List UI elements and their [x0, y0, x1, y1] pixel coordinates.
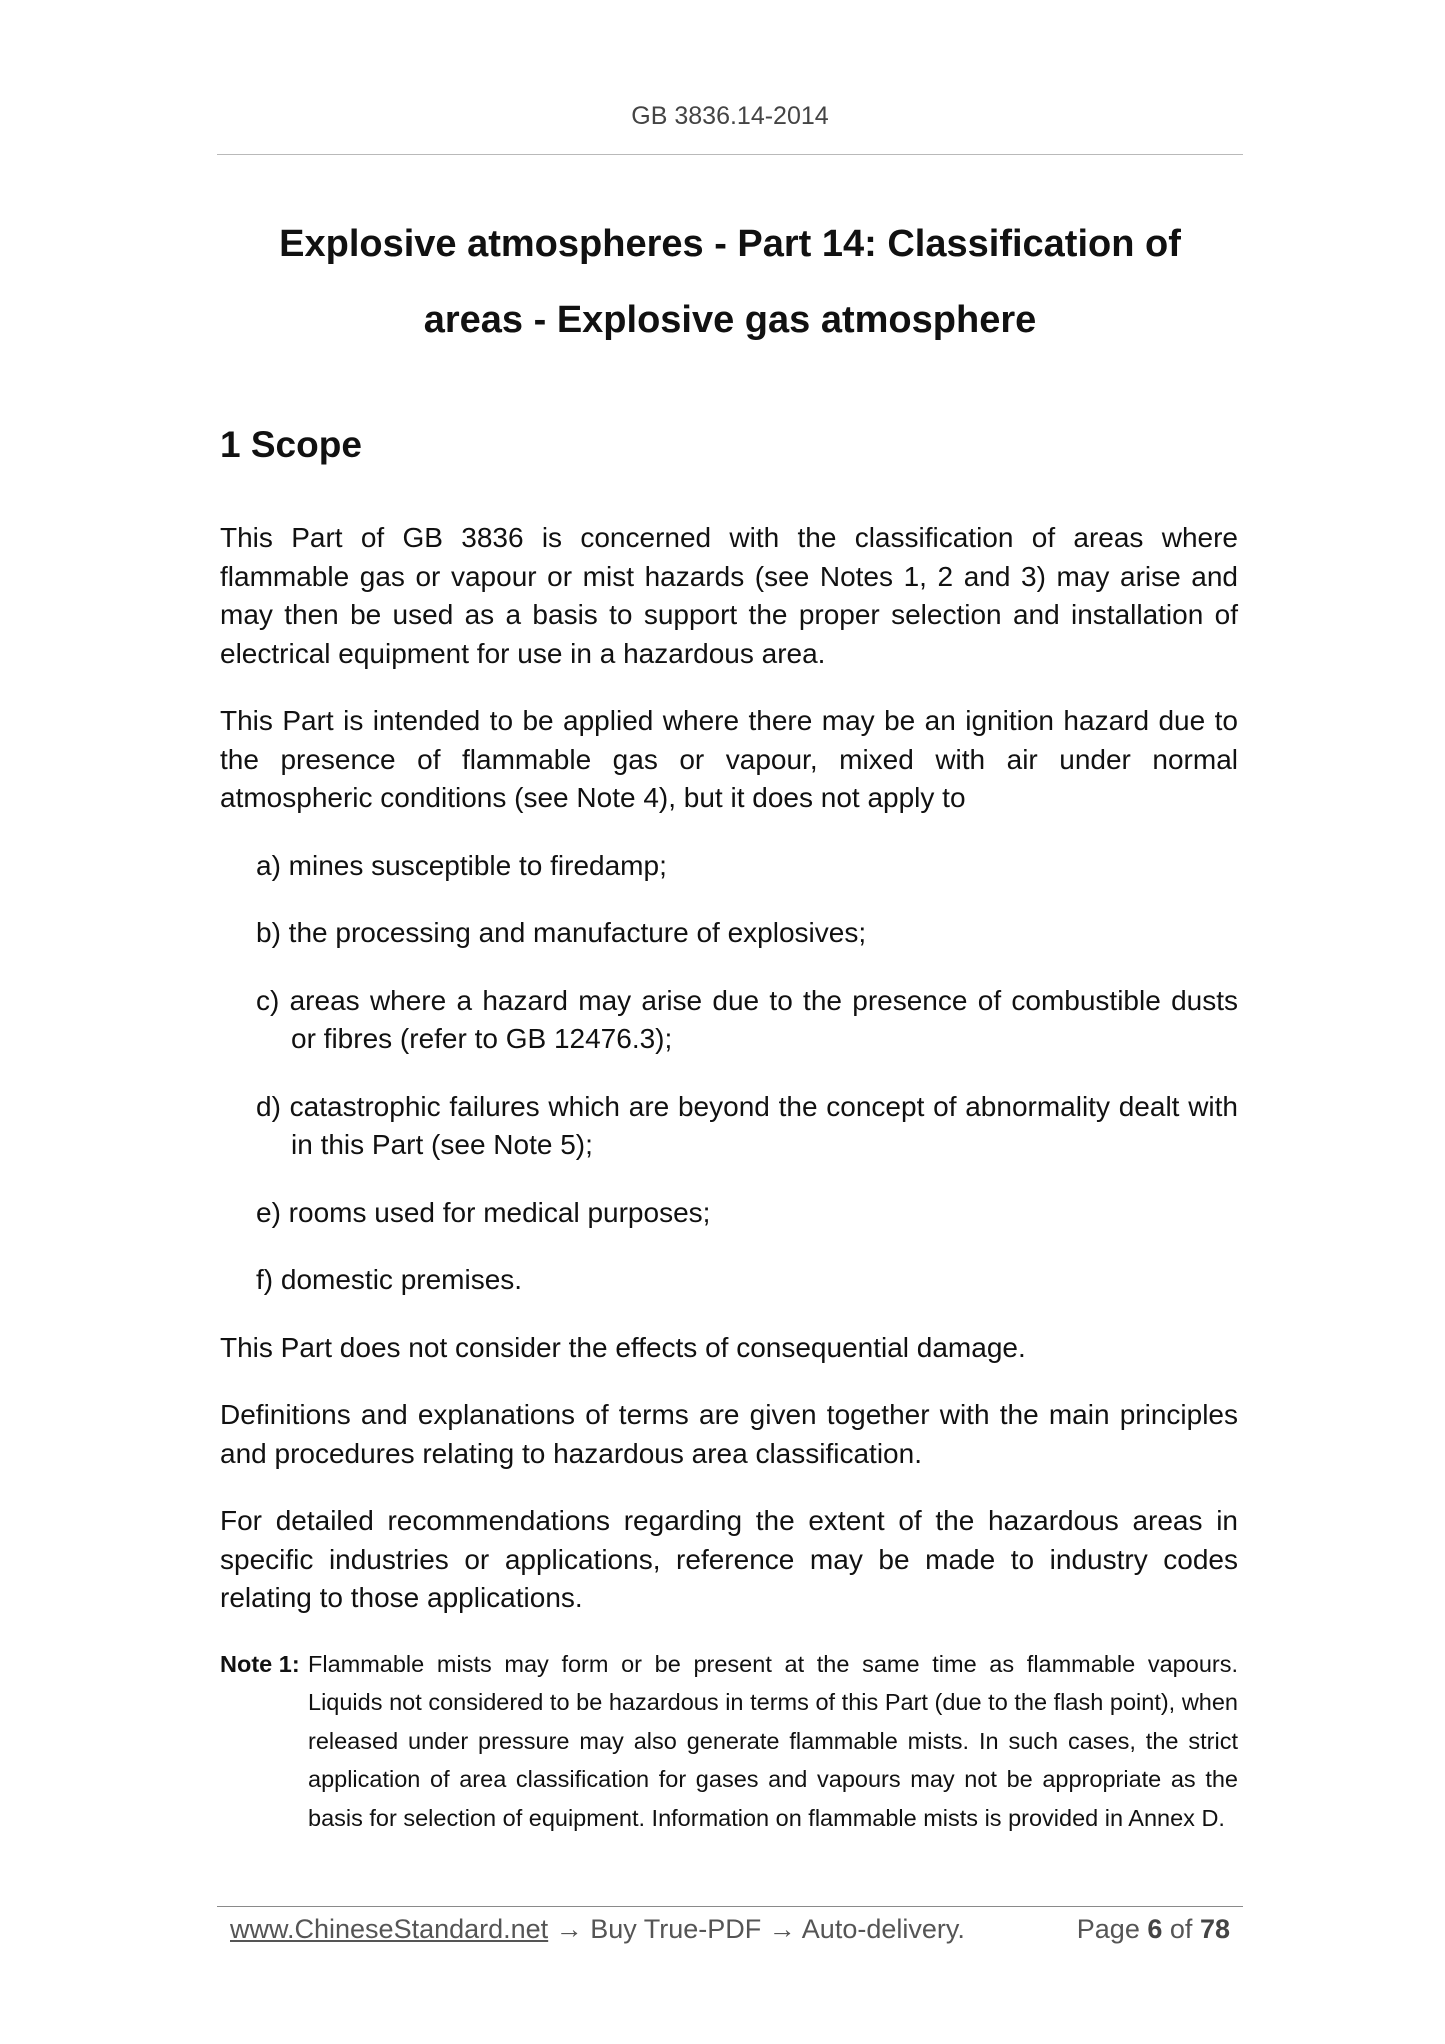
total-page-count: 78 — [1199, 1914, 1230, 1944]
exclusion-list-item-a: a) mines susceptible to firedamp; — [256, 849, 667, 881]
auto-delivery-text: Auto-delivery. — [801, 1914, 965, 1944]
scope-paragraph-1: This Part of GB 3836 is concerned with the classification of areas where flammable gas or vapour or mist hazards (see Notes 1, 2 and 3) may arise and may then be used as a basis to support the proper selection and installation of electrical equipment for use in a hazardous area. — [220, 522, 1238, 669]
arrow-right-icon: → — [768, 1914, 796, 1944]
section-heading-scope: 1 Scope — [220, 424, 362, 465]
chinese-standard-link[interactable]: www.ChineseStandard.net — [230, 1914, 549, 1944]
scope-paragraph-2: This Part is intended to be applied where there may be an ignition hazard due to the presence of flammable gas or vapour, mixed with air under normal atmospheric conditions (see Note 4), but it does not apply to — [220, 705, 1238, 813]
scope-paragraph-3: This Part does not consider the effects of consequential damage. — [220, 1331, 1026, 1363]
page-footer — [230, 1914, 1230, 1945]
page-counter — [1077, 1914, 1230, 1945]
title-line-2: areas - Explosive gas atmosphere — [423, 299, 1037, 341]
arrow-right-icon: → — [555, 1914, 583, 1944]
scope-paragraph-4: Definitions and explanations of terms are given together with the main principles and procedures relating to hazardous area classification. — [220, 1399, 1238, 1469]
scope-body — [220, 519, 1238, 1837]
document-title — [217, 206, 1243, 358]
header-divider — [217, 154, 1243, 155]
exclusion-list-item-c: c) areas where a hazard may arise due to the presence of combustible dusts or fibres (refer to GB 12476.3); — [256, 984, 1238, 1054]
footer-promo — [230, 1914, 965, 1945]
running-header: GB 3836.14-2014 — [631, 102, 829, 130]
exclusion-list-item-e: e) rooms used for medical purposes; — [256, 1196, 711, 1228]
exclusion-list-item-d: d) catastrophic failures which are beyond the concept of abnormality dealt with in this Part (see Note 5); — [256, 1090, 1238, 1160]
note-1-text: Flammable mists may form or be present at the same time as flammable vapours. Liquids not considered to be hazardous in terms of this Part (due to the flash point), when released under pressure may also generate flammable mists. In such cases, the strict application of area classification for gases and vapours may not be appropriate as the basis for selection of equipment. Information on flammable mists is provided in Annex D. — [308, 1650, 1238, 1831]
current-page-number: 6 — [1147, 1914, 1163, 1944]
exclusion-list-item-b: b) the processing and manufacture of explosives; — [256, 917, 867, 948]
page-word: Page — [1076, 1914, 1140, 1944]
footer-divider — [217, 1906, 1243, 1907]
scope-paragraph-5: For detailed recommendations regarding the extent of the hazardous areas in specific industries or applications, reference may be made to industry codes relating to those applications. — [220, 1505, 1238, 1613]
of-word: of — [1169, 1914, 1193, 1944]
exclusion-list-item-f: f) domestic premises. — [256, 1264, 523, 1295]
buy-true-pdf-text: Buy True-PDF — [590, 1914, 762, 1944]
note-1-label: Note 1: — [220, 1650, 300, 1677]
title-line-1: Explosive atmospheres - Part 14: Classification of — [279, 223, 1181, 265]
note-1 — [220, 1645, 1238, 1838]
